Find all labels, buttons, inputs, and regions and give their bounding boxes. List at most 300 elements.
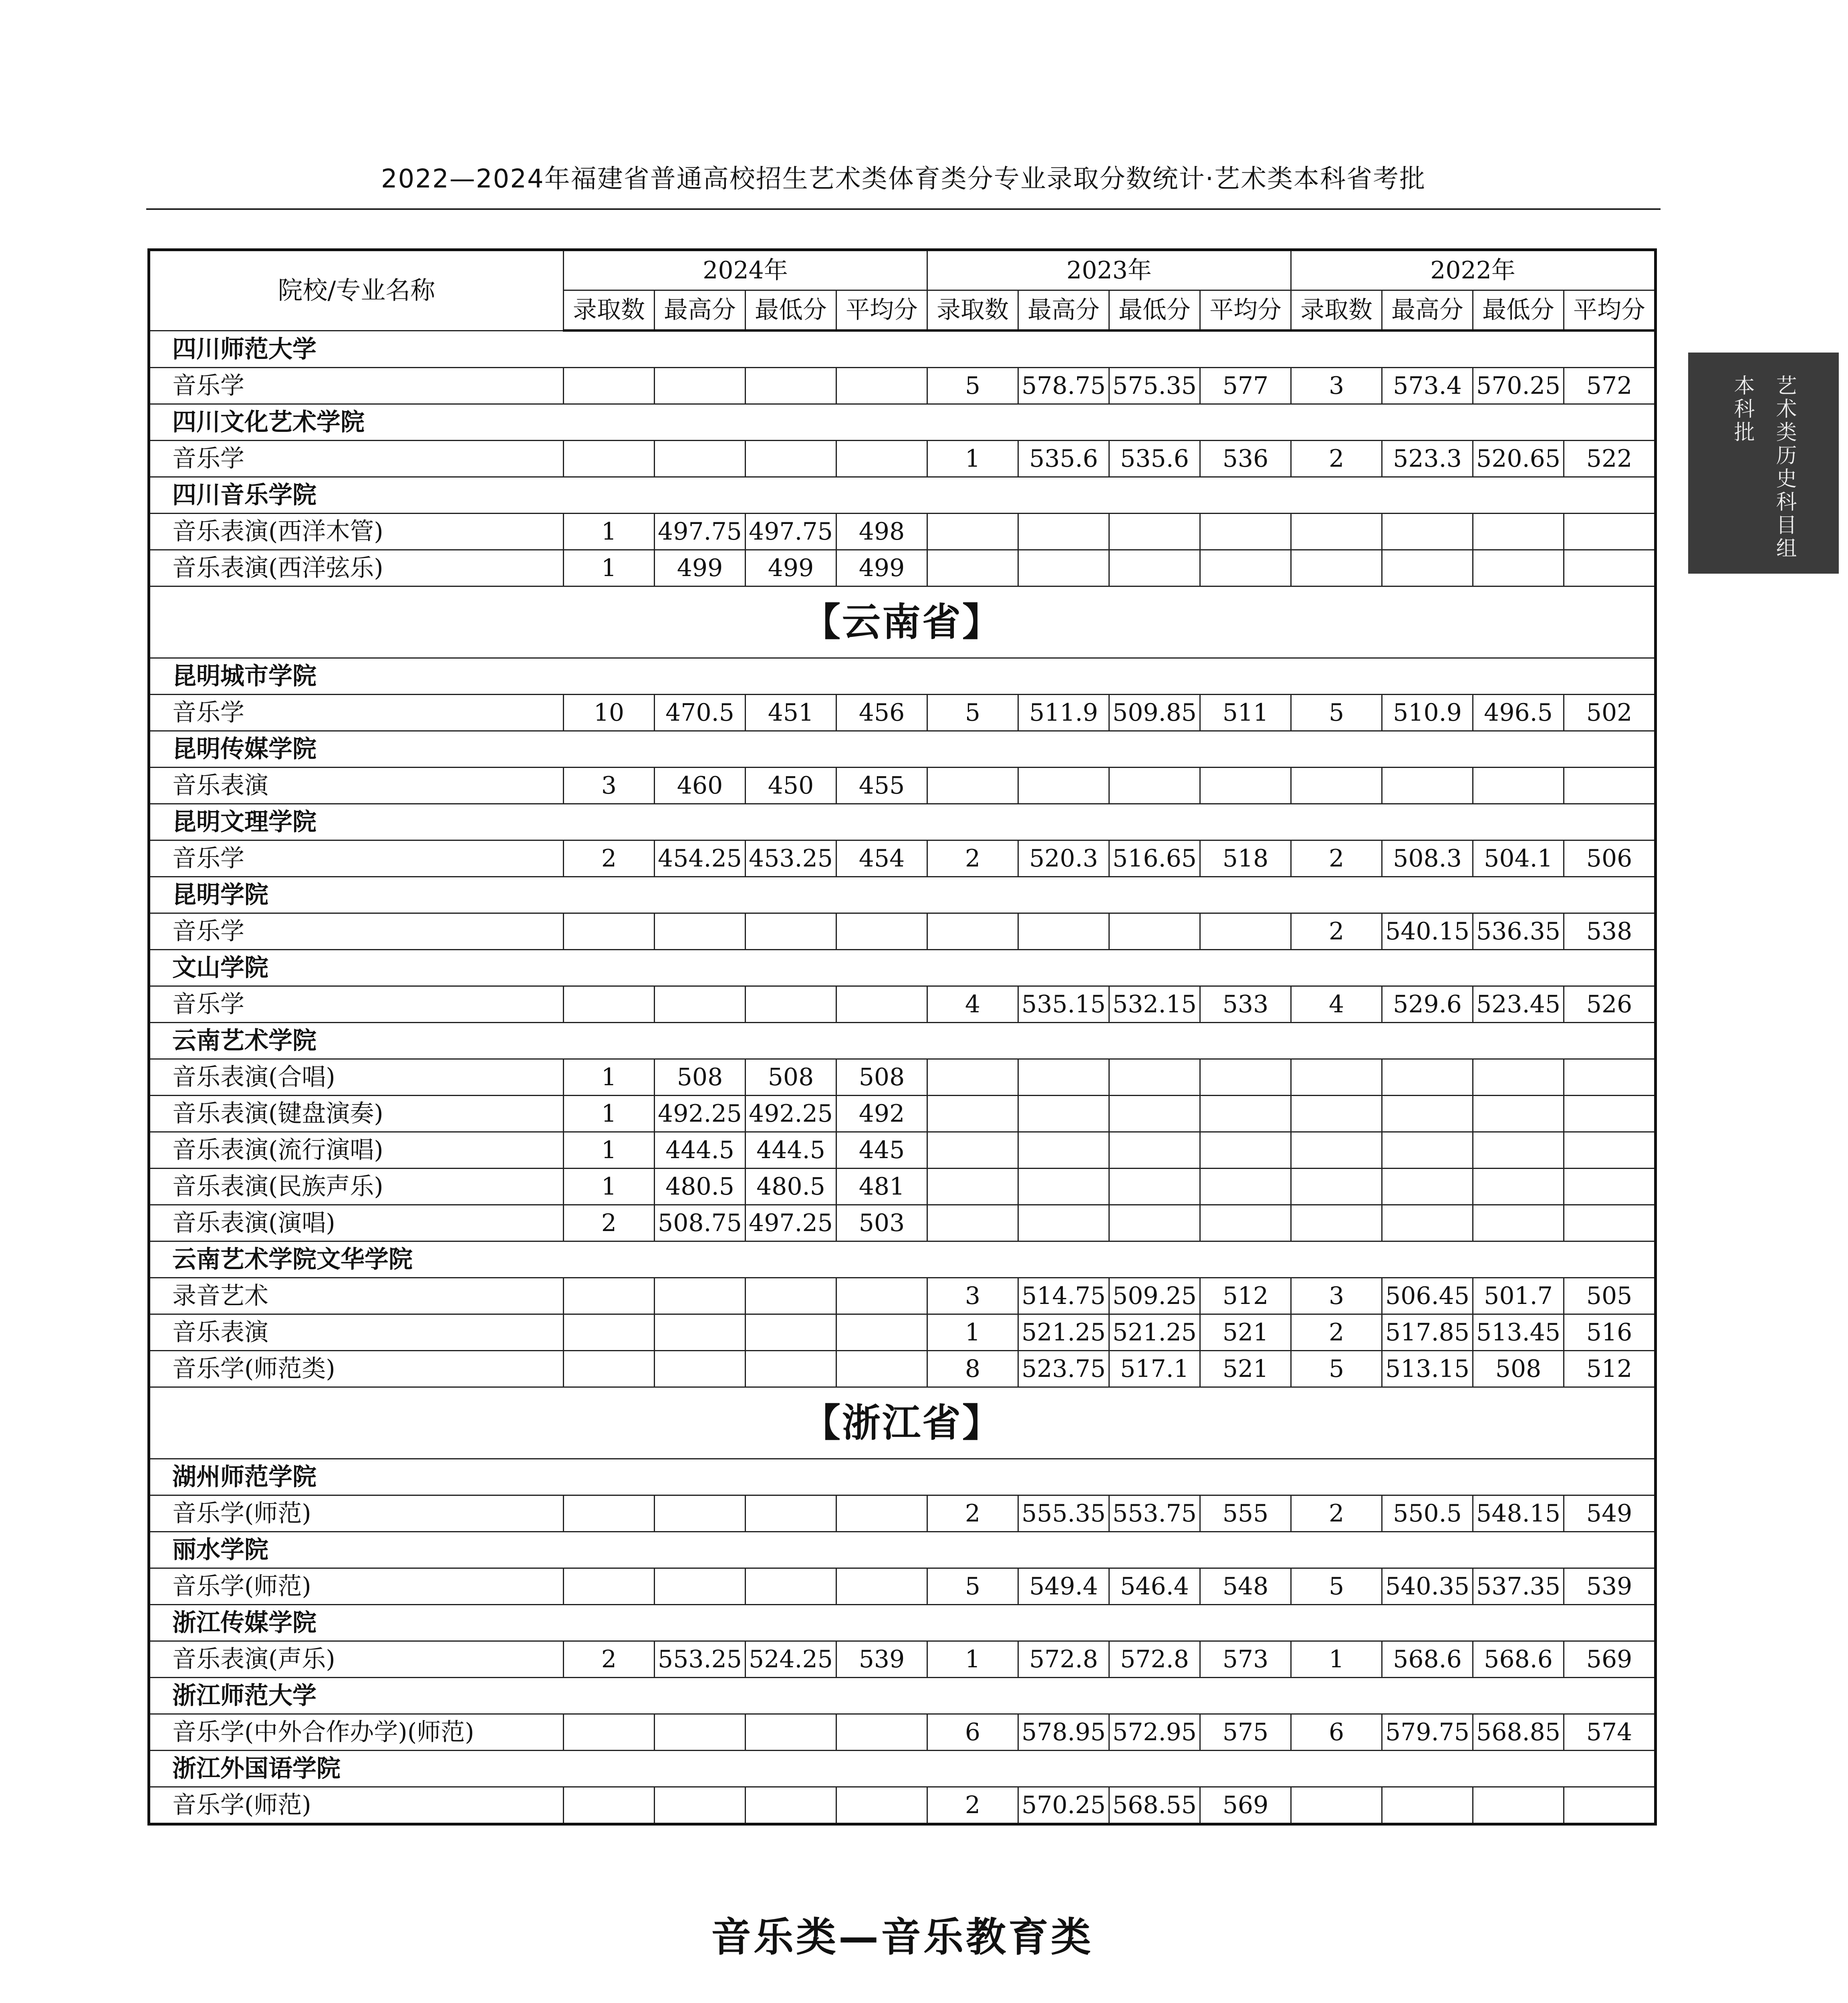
column-header-year: 2022年	[1291, 250, 1656, 290]
score-cell: 524.25	[746, 1641, 836, 1678]
column-header-year: 2024年	[564, 250, 927, 290]
score-cell	[1382, 1169, 1473, 1205]
score-cell: 8	[927, 1351, 1018, 1387]
school-name: 昆明传媒学院	[149, 731, 1656, 768]
program-name: 音乐表演(键盘演奏)	[149, 1096, 564, 1132]
header-row-years	[149, 250, 1656, 290]
score-cell	[836, 1568, 927, 1605]
score-cell: 5	[927, 1568, 1018, 1605]
score-cell: 536	[1200, 441, 1291, 477]
score-cell: 508	[746, 1059, 836, 1096]
score-cell	[1109, 1205, 1200, 1241]
score-cell: 523.45	[1473, 986, 1564, 1023]
score-cell: 2	[564, 840, 655, 877]
column-header-metric: 录取数	[927, 290, 1018, 331]
score-cell	[1109, 514, 1200, 550]
score-cell: 4	[1291, 986, 1382, 1023]
score-cell	[836, 1278, 927, 1314]
score-cell: 2	[1291, 441, 1382, 477]
score-cell: 517.85	[1382, 1314, 1473, 1351]
score-cell	[1109, 1059, 1200, 1096]
score-cell	[1018, 1205, 1109, 1241]
column-header-metric: 最高分	[1382, 290, 1473, 331]
score-cell: 540.35	[1382, 1568, 1473, 1605]
program-row	[149, 1059, 1656, 1096]
score-cell: 497.75	[655, 514, 746, 550]
column-header-metric: 平均分	[1200, 290, 1291, 331]
score-cell: 5	[1291, 1351, 1382, 1387]
score-cell: 518	[1200, 840, 1291, 877]
program-row	[149, 1278, 1656, 1314]
score-cell	[1291, 550, 1382, 586]
score-cell: 499	[746, 550, 836, 586]
score-cell: 1	[564, 550, 655, 586]
program-name: 音乐表演	[149, 1314, 564, 1351]
program-row	[149, 514, 1656, 550]
school-row	[149, 950, 1656, 986]
school-row	[149, 1241, 1656, 1278]
score-cell: 572	[1564, 368, 1656, 404]
score-cell: 555.35	[1018, 1495, 1109, 1532]
program-row	[149, 550, 1656, 586]
score-cell: 535.15	[1018, 986, 1109, 1023]
score-cell	[927, 1132, 1018, 1169]
score-cell: 505	[1564, 1278, 1656, 1314]
score-cell: 568.6	[1473, 1641, 1564, 1678]
score-cell	[836, 1714, 927, 1751]
score-cell	[1200, 768, 1291, 804]
school-name: 浙江师范大学	[149, 1678, 1656, 1714]
score-cell	[1291, 1096, 1382, 1132]
score-cell	[1200, 1169, 1291, 1205]
column-header-name: 院校/专业名称	[149, 250, 564, 331]
score-cell	[1473, 514, 1564, 550]
score-cell: 533	[1200, 986, 1291, 1023]
score-cell: 512	[1200, 1278, 1291, 1314]
province-row	[149, 586, 1656, 658]
column-header-metric: 最高分	[1018, 290, 1109, 331]
score-cell: 5	[1291, 1568, 1382, 1605]
score-cell	[655, 1278, 746, 1314]
program-name: 音乐学	[149, 840, 564, 877]
program-row	[149, 1714, 1656, 1751]
score-cell	[655, 1314, 746, 1351]
score-cell: 513.45	[1473, 1314, 1564, 1351]
score-cell	[1473, 1205, 1564, 1241]
score-cell: 549	[1564, 1495, 1656, 1532]
score-cell	[1564, 514, 1656, 550]
school-name: 云南艺术学院	[149, 1023, 1656, 1059]
score-cell: 578.95	[1018, 1714, 1109, 1751]
side-tab-label-batch: 本科批	[1730, 375, 1754, 444]
score-cell: 508.3	[1382, 840, 1473, 877]
score-cell	[655, 1568, 746, 1605]
school-name: 昆明文理学院	[149, 804, 1656, 840]
program-row	[149, 1169, 1656, 1205]
score-cell	[1018, 1169, 1109, 1205]
score-cell: 539	[836, 1641, 927, 1678]
score-cell	[564, 1314, 655, 1351]
program-name: 音乐表演(合唱)	[149, 1059, 564, 1096]
score-cell	[1018, 1059, 1109, 1096]
program-name: 音乐表演(西洋木管)	[149, 514, 564, 550]
score-cell	[1564, 1132, 1656, 1169]
score-cell	[746, 1278, 836, 1314]
score-cell: 516	[1564, 1314, 1656, 1351]
score-cell: 510.9	[1382, 695, 1473, 731]
score-cell	[1564, 1205, 1656, 1241]
program-row	[149, 1351, 1656, 1387]
score-cell	[836, 1787, 927, 1824]
score-cell: 508	[1473, 1351, 1564, 1387]
score-cell: 1	[564, 1132, 655, 1169]
score-cell	[746, 1314, 836, 1351]
score-cell: 569	[1564, 1641, 1656, 1678]
score-cell	[1200, 1096, 1291, 1132]
score-cell	[1109, 768, 1200, 804]
column-header-metric: 录取数	[564, 290, 655, 331]
score-cell: 538	[1564, 913, 1656, 950]
score-cell: 454	[836, 840, 927, 877]
score-cell	[1109, 1096, 1200, 1132]
score-cell	[1200, 913, 1291, 950]
score-cell	[1564, 1096, 1656, 1132]
score-cell	[1018, 514, 1109, 550]
school-row	[149, 330, 1656, 368]
school-name: 丽水学院	[149, 1532, 1656, 1568]
score-cell	[1200, 1132, 1291, 1169]
program-name: 音乐学(师范)	[149, 1787, 564, 1824]
school-row	[149, 477, 1656, 514]
school-row	[149, 404, 1656, 441]
page-header-title: 2022—2024年福建省普通高校招生艺术类体育类分专业录取分数统计·艺术类本科省考批	[381, 164, 1426, 194]
score-cell: 546.4	[1109, 1568, 1200, 1605]
score-cell: 1	[927, 1641, 1018, 1678]
program-name: 音乐表演(演唱)	[149, 1205, 564, 1241]
score-cell: 537.35	[1473, 1568, 1564, 1605]
school-name: 昆明城市学院	[149, 658, 1656, 695]
score-cell: 570.25	[1018, 1787, 1109, 1824]
score-cell: 1	[564, 1169, 655, 1205]
school-row	[149, 1459, 1656, 1495]
program-name: 音乐学(师范类)	[149, 1351, 564, 1387]
score-cell	[655, 1714, 746, 1751]
score-cell: 509.85	[1109, 695, 1200, 731]
score-cell	[927, 1205, 1018, 1241]
score-cell: 1	[564, 1059, 655, 1096]
score-cell: 3	[1291, 1278, 1382, 1314]
program-name: 录音艺术	[149, 1278, 564, 1314]
program-row	[149, 1568, 1656, 1605]
score-cell	[1382, 1205, 1473, 1241]
program-name: 音乐学	[149, 695, 564, 731]
score-cell: 502	[1564, 695, 1656, 731]
score-cell: 535.6	[1018, 441, 1109, 477]
school-row	[149, 731, 1656, 768]
program-row	[149, 441, 1656, 477]
score-cell: 454.25	[655, 840, 746, 877]
school-name: 云南艺术学院文华学院	[149, 1241, 1656, 1278]
school-name: 浙江外国语学院	[149, 1751, 1656, 1787]
score-cell	[746, 1568, 836, 1605]
score-cell: 504.1	[1473, 840, 1564, 877]
score-cell: 572.8	[1109, 1641, 1200, 1678]
program-name: 音乐表演(声乐)	[149, 1641, 564, 1678]
program-row	[149, 1314, 1656, 1351]
score-cell: 480.5	[746, 1169, 836, 1205]
score-cell	[1109, 1132, 1200, 1169]
score-cell	[927, 768, 1018, 804]
province-name: 【浙江省】	[149, 1387, 1656, 1459]
score-cell	[927, 550, 1018, 586]
program-name: 音乐表演(民族声乐)	[149, 1169, 564, 1205]
score-cell: 506	[1564, 840, 1656, 877]
score-cell	[564, 1495, 655, 1532]
score-cell: 5	[927, 695, 1018, 731]
score-cell: 579.75	[1382, 1714, 1473, 1751]
program-row	[149, 1641, 1656, 1678]
score-cell: 550.5	[1382, 1495, 1473, 1532]
score-cell: 511.9	[1018, 695, 1109, 731]
score-cell: 498	[836, 514, 927, 550]
score-cell: 10	[564, 695, 655, 731]
score-cell: 1	[564, 514, 655, 550]
score-cell	[1564, 1169, 1656, 1205]
score-cell	[1473, 768, 1564, 804]
program-name: 音乐学	[149, 368, 564, 404]
score-cell	[1109, 913, 1200, 950]
score-cell: 569	[1200, 1787, 1291, 1824]
score-cell: 3	[927, 1278, 1018, 1314]
score-cell: 480.5	[655, 1169, 746, 1205]
score-cell	[564, 1351, 655, 1387]
score-cell: 1	[564, 1096, 655, 1132]
program-row	[149, 1205, 1656, 1241]
school-row	[149, 1678, 1656, 1714]
score-cell: 460	[655, 768, 746, 804]
score-cell	[564, 913, 655, 950]
score-cell: 521.25	[1109, 1314, 1200, 1351]
column-header-year: 2023年	[927, 250, 1291, 290]
score-cell	[927, 1096, 1018, 1132]
score-cell: 577	[1200, 368, 1291, 404]
score-cell: 568.85	[1473, 1714, 1564, 1751]
score-cell: 509.25	[1109, 1278, 1200, 1314]
score-cell: 501.7	[1473, 1278, 1564, 1314]
score-cell: 453.25	[746, 840, 836, 877]
score-cell: 529.6	[1382, 986, 1473, 1023]
score-cell	[1018, 1096, 1109, 1132]
score-cell: 451	[746, 695, 836, 731]
score-cell: 574	[1564, 1714, 1656, 1751]
score-cell: 492.25	[655, 1096, 746, 1132]
score-cell	[927, 913, 1018, 950]
program-name: 音乐表演	[149, 768, 564, 804]
score-cell	[836, 441, 927, 477]
score-cell: 532.15	[1109, 986, 1200, 1023]
score-cell	[564, 1787, 655, 1824]
school-name: 四川师范大学	[149, 330, 1656, 368]
program-name: 音乐学(师范)	[149, 1495, 564, 1532]
program-name: 音乐学	[149, 441, 564, 477]
program-name: 音乐表演(西洋弦乐)	[149, 550, 564, 586]
score-cell: 2	[1291, 1314, 1382, 1351]
score-cell	[564, 1278, 655, 1314]
score-cell: 444.5	[746, 1132, 836, 1169]
score-cell: 6	[1291, 1714, 1382, 1751]
school-name: 浙江传媒学院	[149, 1605, 1656, 1641]
score-cell	[1382, 550, 1473, 586]
score-cell: 522	[1564, 441, 1656, 477]
score-cell	[836, 1495, 927, 1532]
score-cell	[927, 1059, 1018, 1096]
score-cell	[836, 986, 927, 1023]
column-header-metric: 最低分	[1473, 290, 1564, 331]
school-name: 文山学院	[149, 950, 1656, 986]
score-cell: 497.75	[746, 514, 836, 550]
score-cell: 521.25	[1018, 1314, 1109, 1351]
score-cell: 455	[836, 768, 927, 804]
score-cell	[1382, 1132, 1473, 1169]
score-cell: 1	[1291, 1641, 1382, 1678]
score-cell	[836, 913, 927, 950]
score-cell: 2	[927, 1495, 1018, 1532]
score-cell	[564, 986, 655, 1023]
program-row	[149, 1096, 1656, 1132]
score-cell: 2	[1291, 1495, 1382, 1532]
school-name: 昆明学院	[149, 877, 1656, 913]
score-cell	[655, 1495, 746, 1532]
score-cell: 2	[1291, 913, 1382, 950]
score-cell: 578.75	[1018, 368, 1109, 404]
score-cell: 497.25	[746, 1205, 836, 1241]
score-cell	[1382, 1096, 1473, 1132]
score-cell: 548.15	[1473, 1495, 1564, 1532]
program-row	[149, 840, 1656, 877]
score-cell: 1	[927, 441, 1018, 477]
score-cell: 523.3	[1382, 441, 1473, 477]
score-cell: 553.75	[1109, 1495, 1200, 1532]
score-cell: 508	[836, 1059, 927, 1096]
score-cell: 520.3	[1018, 840, 1109, 877]
score-cell: 540.15	[1382, 913, 1473, 950]
score-cell	[1200, 514, 1291, 550]
score-cell: 470.5	[655, 695, 746, 731]
score-cell: 2	[564, 1641, 655, 1678]
score-cell: 450	[746, 768, 836, 804]
score-cell: 549.4	[1018, 1568, 1109, 1605]
score-cell: 5	[1291, 695, 1382, 731]
program-row	[149, 1787, 1656, 1824]
score-cell	[1291, 1169, 1382, 1205]
program-row	[149, 1132, 1656, 1169]
score-cell	[1473, 1132, 1564, 1169]
score-cell	[564, 368, 655, 404]
score-cell	[836, 368, 927, 404]
score-cell	[655, 368, 746, 404]
score-cell	[1382, 1059, 1473, 1096]
score-cell: 568.6	[1382, 1641, 1473, 1678]
score-cell: 499	[655, 550, 746, 586]
score-cell: 523.75	[1018, 1351, 1109, 1387]
program-name: 音乐学(中外合作办学)(师范)	[149, 1714, 564, 1751]
school-row	[149, 804, 1656, 840]
score-cell: 575	[1200, 1714, 1291, 1751]
score-cell	[836, 1351, 927, 1387]
score-cell	[746, 913, 836, 950]
school-row	[149, 877, 1656, 913]
score-cell	[1291, 1787, 1382, 1824]
score-cell	[836, 1314, 927, 1351]
score-cell	[1109, 550, 1200, 586]
column-header-metric: 最低分	[746, 290, 836, 331]
score-cell	[1382, 768, 1473, 804]
score-cell: 513.15	[1382, 1351, 1473, 1387]
score-cell: 1	[927, 1314, 1018, 1351]
score-cell	[746, 1714, 836, 1751]
score-cell: 548	[1200, 1568, 1291, 1605]
score-cell	[1473, 550, 1564, 586]
score-cell	[1382, 514, 1473, 550]
score-cell: 514.75	[1018, 1278, 1109, 1314]
column-header-metric: 平均分	[836, 290, 927, 331]
province-name: 【云南省】	[149, 586, 1656, 658]
score-cell: 2	[927, 1787, 1018, 1824]
admission-table-music	[147, 248, 1657, 1826]
score-cell	[655, 986, 746, 1023]
score-cell: 506.45	[1382, 1278, 1473, 1314]
score-cell	[1291, 1059, 1382, 1096]
score-cell	[927, 514, 1018, 550]
program-row	[149, 768, 1656, 804]
score-cell	[655, 1787, 746, 1824]
score-cell: 517.1	[1109, 1351, 1200, 1387]
column-header-metric: 最高分	[655, 290, 746, 331]
score-cell	[1018, 768, 1109, 804]
score-cell	[655, 1351, 746, 1387]
school-row	[149, 658, 1656, 695]
score-cell: 499	[836, 550, 927, 586]
score-cell: 572.8	[1018, 1641, 1109, 1678]
score-cell: 539	[1564, 1568, 1656, 1605]
score-cell	[1291, 1132, 1382, 1169]
score-cell: 555	[1200, 1495, 1291, 1532]
score-cell: 4	[927, 986, 1018, 1023]
program-name: 音乐表演(流行演唱)	[149, 1132, 564, 1169]
score-cell: 572.95	[1109, 1714, 1200, 1751]
score-cell: 444.5	[655, 1132, 746, 1169]
score-cell: 6	[927, 1714, 1018, 1751]
score-cell: 456	[836, 695, 927, 731]
score-cell	[746, 441, 836, 477]
program-row	[149, 368, 1656, 404]
side-tab-label-subject: 艺术类历史科目组	[1772, 375, 1796, 560]
score-cell: 508.75	[655, 1205, 746, 1241]
score-cell	[1200, 1059, 1291, 1096]
score-cell	[746, 1351, 836, 1387]
score-cell	[1291, 768, 1382, 804]
score-cell: 503	[836, 1205, 927, 1241]
column-header-metric: 录取数	[1291, 290, 1382, 331]
score-cell: 526	[1564, 986, 1656, 1023]
score-cell: 535.6	[1109, 441, 1200, 477]
section-title: 音乐类—音乐教育类	[711, 1914, 1093, 1961]
school-name: 四川文化艺术学院	[149, 404, 1656, 441]
score-cell	[1473, 1169, 1564, 1205]
score-cell	[564, 441, 655, 477]
score-cell	[1200, 550, 1291, 586]
score-cell	[1564, 1059, 1656, 1096]
